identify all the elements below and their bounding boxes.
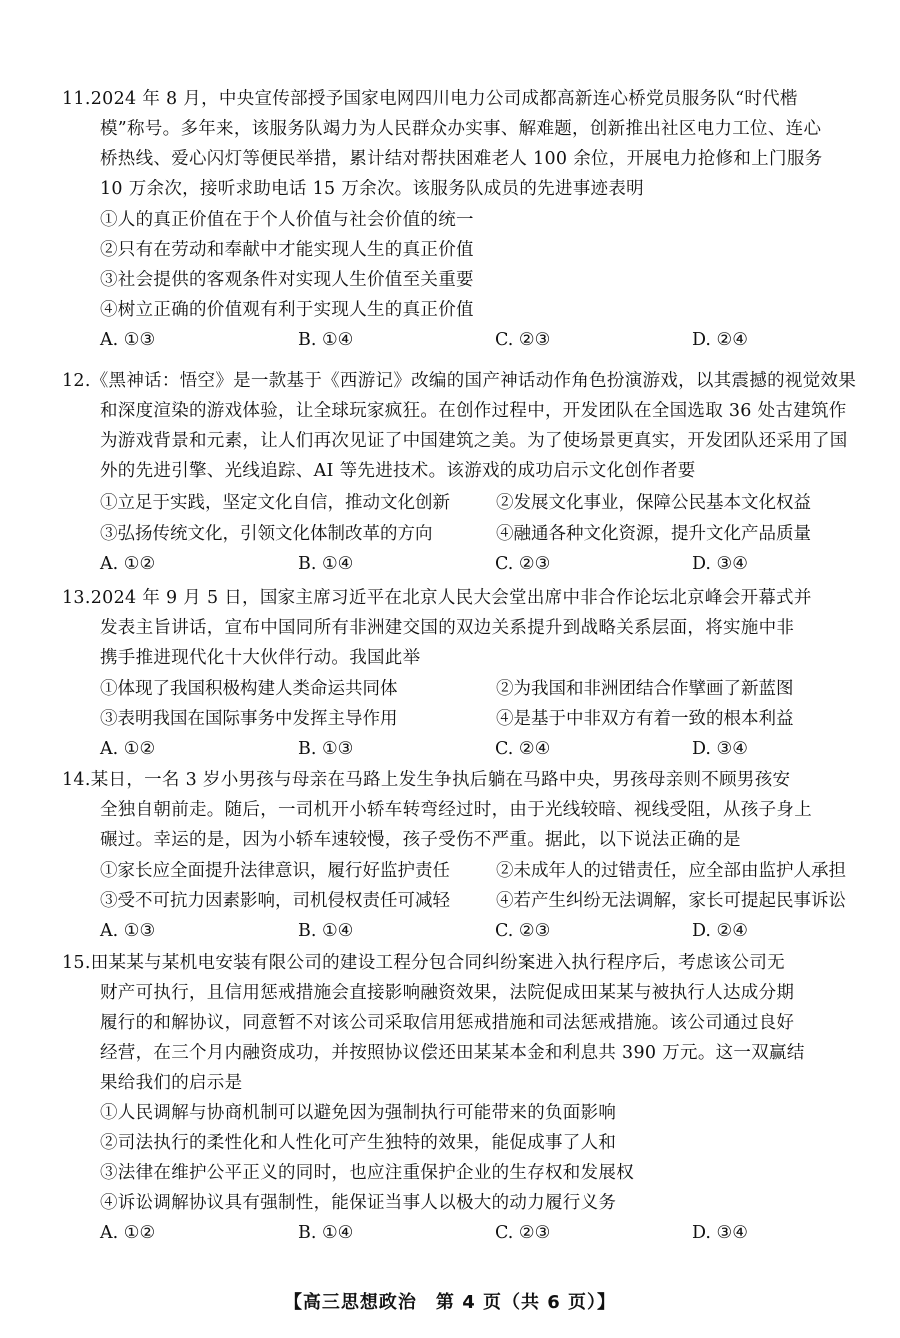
option-d: D. ②④	[692, 330, 748, 350]
option-b: B. ①④	[298, 1223, 354, 1243]
question-stem-line: 外的先进引擎、光线追踪、AI 等先进技术。该游戏的成功启示文化创作者要	[100, 461, 696, 481]
statement: ④树立正确的价值观有利于实现人生的真正价值	[100, 300, 474, 320]
statement: ③法律在维护公平正义的同时，也应注重保护企业的生存权和发展权	[100, 1163, 634, 1183]
option-b: B. ①④	[298, 330, 354, 350]
option-a: A. ①③	[100, 921, 156, 941]
option-a: A. ①②	[100, 739, 156, 759]
question-stem-line: 全独自朝前走。随后，一司机开小轿车转弯经过时，由于光线较暗、视线受阻，从孩子身上	[100, 800, 812, 820]
question-stem-line: 田某某与某机电安装有限公司的建设工程分包合同纠纷案进入执行程序后，考虑该公司无	[90, 953, 785, 973]
question-11	[62, 84, 862, 354]
option-b: B. ①④	[298, 921, 354, 941]
question-12	[62, 366, 862, 576]
statement: ①立足于实践，坚定文化自信，推动文化创新	[100, 493, 450, 513]
question-number: 14.	[62, 770, 91, 790]
question-number: 12.	[62, 371, 91, 391]
answer-options	[100, 916, 860, 946]
question-stem-line: 为游戏背景和元素，让人们再次见证了中国建筑之美。为了使场景更真实，开发团队还采用了国	[100, 431, 848, 451]
question-14	[62, 765, 862, 945]
option-b: B. ①④	[298, 554, 354, 574]
option-c: C. ②③	[495, 1223, 551, 1243]
option-c: C. ②③	[495, 554, 551, 574]
question-stem-line: 携手推进现代化十大伙伴行动。我国此举	[100, 648, 421, 668]
statement-row	[100, 674, 880, 704]
answer-options	[100, 549, 860, 579]
question-stem-line: 果给我们的启示是	[100, 1073, 243, 1093]
question-number: 13.	[62, 588, 91, 608]
statement: ③表明我国在国际事务中发挥主导作用	[100, 709, 398, 729]
statement: ①人的真正价值在于个人价值与社会价值的统一	[100, 210, 474, 230]
option-a: A. ①②	[100, 1223, 156, 1243]
question-stem-line: 碾过。幸运的是，因为小轿车速较慢，孩子受伤不严重。据此，以下说法正确的是	[100, 830, 741, 850]
statement-row	[100, 704, 880, 734]
statement-row	[100, 886, 880, 916]
question-stem-line: 《黑神话：悟空》是一款基于《西游记》改编的国产神话动作角色扮演游戏，以其震撼的视觉效果	[90, 371, 857, 391]
statement: ②发展文化事业，保障公民基本文化权益	[496, 493, 811, 513]
statement: ③弘扬传统文化，引领文化体制改革的方向	[100, 524, 433, 544]
question-stem-line: 发表主旨讲话，宣布中国同所有非洲建交国的双边关系提升到战略关系层面，将实施中非	[100, 618, 795, 638]
option-c: C. ②③	[495, 921, 551, 941]
statement: ②未成年人的过错责任，应全部由监护人承担	[496, 861, 846, 881]
statement: ④诉讼调解协议具有强制性，能保证当事人以极大的动力履行义务	[100, 1193, 617, 1213]
answer-options	[100, 1218, 860, 1248]
question-stem-line: 和深度渲染的游戏体验，让全球玩家疯狂。在创作过程中，开发团队在全国选取 36 处古建筑作	[100, 401, 847, 421]
statement: ③受不可抗力因素影响，司机侵权责任可减轻	[100, 891, 450, 911]
statement-row	[100, 856, 880, 886]
option-d: D. ③④	[692, 739, 748, 759]
option-a: A. ①③	[100, 330, 156, 350]
question-number: 15.	[62, 953, 91, 973]
question-stem-line: 2024 年 8 月，中央宣传部授予国家电网四川电力公司成都高新连心桥党员服务队“时代楷	[90, 89, 798, 109]
page-footer: 【高三思想政治 第 4 页（共 6 页）】	[283, 1292, 617, 1313]
option-b: B. ①③	[298, 739, 354, 759]
statement: ④是基于中非双方有着一致的根本利益	[496, 709, 794, 729]
statement: ①家长应全面提升法律意识，履行好监护责任	[100, 861, 450, 881]
statement-row	[100, 519, 880, 549]
question-stem-line: 经营，在三个月内融资成功，并按照协议偿还田某某本金和利息共 390 万元。这一双赢结	[100, 1043, 805, 1063]
statement: ②只有在劳动和奉献中才能实现人生的真正价值	[100, 240, 474, 260]
question-stem-line: 履行的和解协议，同意暂不对该公司采取信用惩戒措施和司法惩戒措施。该公司通过良好	[100, 1013, 795, 1033]
question-stem-line: 10 万余次，接听求助电话 15 万余次。该服务队成员的先进事迹表明	[100, 179, 644, 199]
question-number: 11.	[62, 89, 91, 109]
statement: ②司法执行的柔性化和人性化可产生独特的效果，能促成事了人和	[100, 1133, 617, 1153]
question-stem-line: 2024 年 9 月 5 日，国家主席习近平在北京人民大会堂出席中非合作论坛北京峰会开幕式并	[90, 588, 812, 608]
answer-options	[100, 325, 860, 355]
answer-options	[100, 734, 860, 764]
statement: ④融通各种文化资源，提升文化产品质量	[496, 524, 811, 544]
question-15	[62, 948, 862, 1243]
statement: ④若产生纠纷无法调解，家长可提起民事诉讼	[496, 891, 846, 911]
statement: ①体现了我国积极构建人类命运共同体	[100, 679, 398, 699]
statement-row	[100, 488, 880, 518]
option-d: D. ②④	[692, 921, 748, 941]
statement: ③社会提供的客观条件对实现人生价值至关重要	[100, 270, 474, 290]
question-stem-line: 模”称号。多年来，该服务队竭力为人民群众办实事、解难题，创新推出社区电力工位、连心	[100, 119, 822, 139]
option-d: D. ③④	[692, 1223, 748, 1243]
question-stem-line: 桥热线、爱心闪灯等便民举措，累计结对帮扶困难老人 100 余位，开展电力抢修和上门服务	[100, 149, 823, 169]
option-d: D. ③④	[692, 554, 748, 574]
option-c: C. ②③	[495, 330, 551, 350]
option-c: C. ②④	[495, 739, 551, 759]
statement: ②为我国和非洲团结合作擘画了新蓝图	[496, 679, 794, 699]
question-stem-line: 某日，一名 3 岁小男孩与母亲在马路上发生争执后躺在马路中央，男孩母亲则不顾男孩安	[90, 770, 791, 790]
question-stem-line: 财产可执行，且信用惩戒措施会直接影响融资效果，法院促成田某某与被执行人达成分期	[100, 983, 795, 1003]
question-13	[62, 583, 862, 763]
option-a: A. ①②	[100, 554, 156, 574]
statement: ①人民调解与协商机制可以避免因为强制执行可能带来的负面影响	[100, 1103, 617, 1123]
